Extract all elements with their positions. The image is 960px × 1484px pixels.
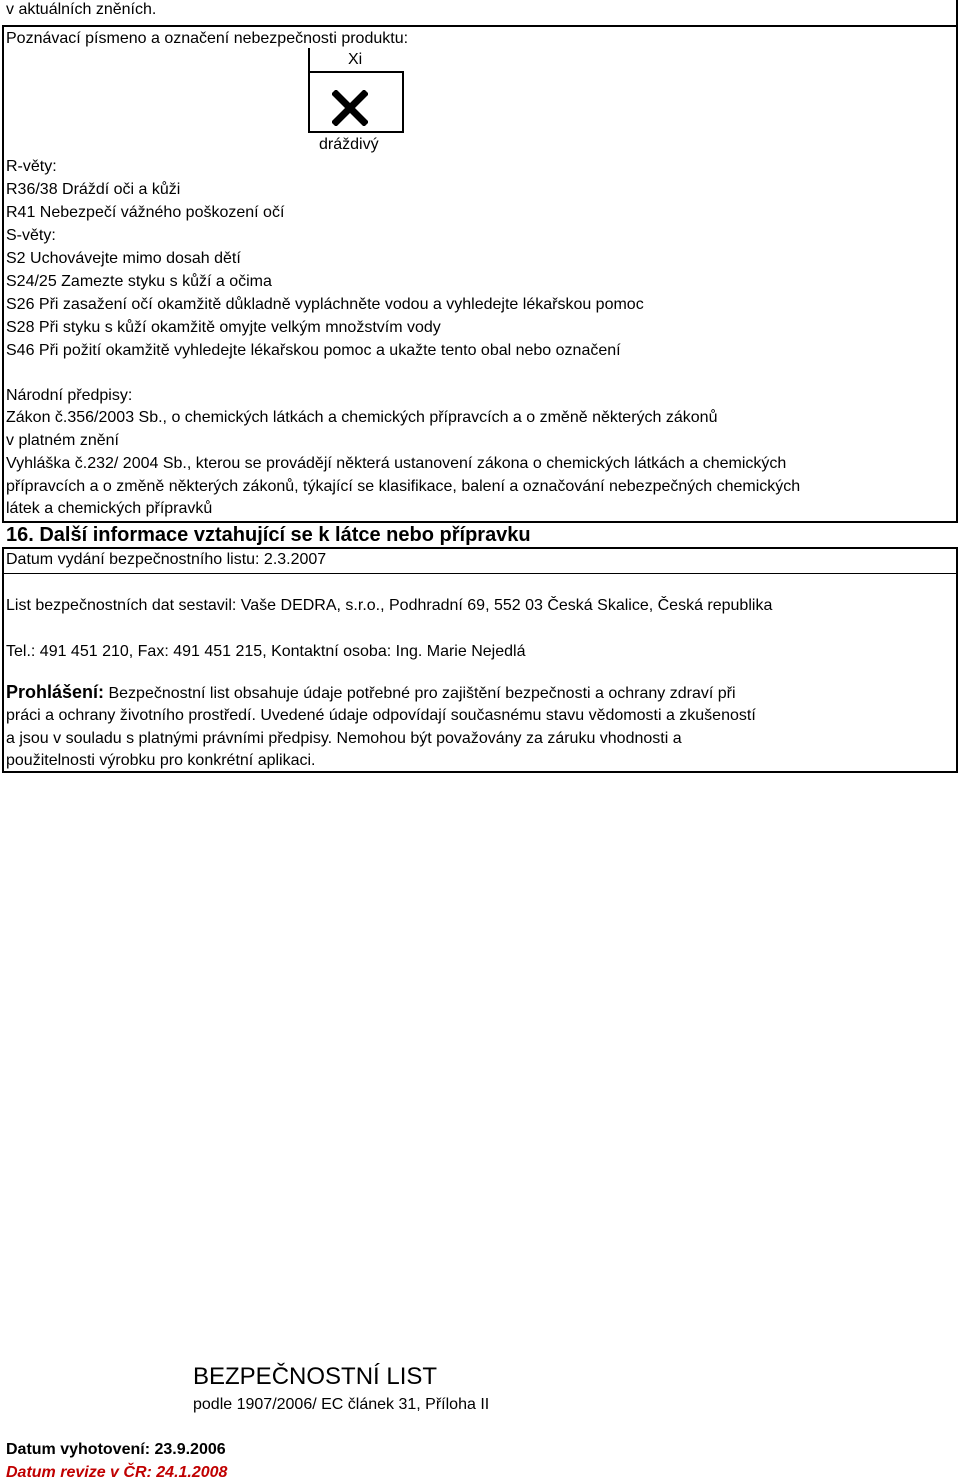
r-phrase-item: R36/38 Dráždí oči a kůži — [6, 181, 181, 198]
compiled-by: List bezpečnostních dat sestavil: Vaše DEDRA, s.r.o., Podhradní 69, 552 03 Česká Skalice, Česká republika — [6, 597, 773, 614]
national-heading: Národní předpisy: — [6, 387, 133, 404]
s-phrase-item: S26 Při zasažení očí okamžitě důkladně vypláchněte vodou a vyhledejte lékařskou pomoc — [6, 296, 644, 313]
declaration-text: a jsou v souladu s platnými právními předpisy. Nemohou být považovány za záruku vhodnosti a — [6, 730, 682, 747]
s-phrase-item: S46 Při požití okamžitě vyhledejte lékařskou pomoc a ukažte tento obal nebo označení — [6, 342, 621, 359]
declaration-text: použitelnosti výrobku pro konkrétní aplikaci. — [6, 752, 316, 769]
hazard-code: Xi — [348, 51, 363, 68]
decree-text: látek a chemických přípravků — [6, 500, 213, 517]
revision-date: Datum revize v ČR: 24.1.2008 — [6, 1464, 228, 1481]
creation-date: Datum vyhotovení: 23.9.2006 — [6, 1441, 226, 1458]
declaration-text: Bezpečnostní list obsahuje údaje potřebné pro zajištění bezpečnosti a ochrany zdraví při — [108, 685, 736, 702]
contact-info: Tel.: 491 451 210, Fax: 491 451 215, Kontaktní osoba: Ing. Marie Nejedlá — [6, 643, 526, 660]
section16-title: 16. Další informace vztahující se k látce nebo přípravku — [6, 524, 531, 546]
top-frame — [955, 0, 958, 26]
law-text: Zákon č.356/2003 Sb., o chemických látkách a chemických přípravcích a o změně některých zákonů — [6, 409, 718, 426]
continued-text: v aktuálních zněních. — [6, 1, 157, 18]
r-phrase-item: R41 Nebezpečí vážného poškození očí — [6, 204, 285, 221]
issue-date: Datum vydání bezpečnostního listu: 2.3.2007 — [6, 551, 327, 568]
hazard-label: dráždivý — [319, 136, 379, 153]
hazard-heading: Poznávací písmeno a označení nebezpečnosti produktu: — [6, 30, 409, 47]
s-phrases-heading: S-věty: — [6, 227, 56, 244]
s-phrase-item: S28 Při styku s kůží okamžitě omyjte velkým množstvím vody — [6, 319, 441, 336]
document-title: BEZPEČNOSTNÍ LIST — [193, 1363, 438, 1390]
regulation-reference: podle 1907/2006/ EC článek 31, Příloha II — [193, 1396, 490, 1413]
row-divider — [2, 573, 958, 574]
s-phrase-item: S24/25 Zamezte styku s kůží a očima — [6, 273, 272, 290]
declaration-text: práci a ochrany životního prostředí. Uvedené údaje odpovídají současnému stavu vědomosti a zkušeností — [6, 707, 756, 724]
x-cross-icon — [332, 90, 368, 126]
law-text: v platném znění — [6, 432, 119, 449]
declaration-label: Prohlášení: — [6, 682, 105, 702]
decree-text: Vyhláška č.232/ 2004 Sb., kterou se provádějí některá ustanovení zákona o chemických látkách a chemických — [6, 455, 787, 472]
s-phrase-item: S2 Uchovávejte mimo dosah dětí — [6, 250, 241, 267]
r-phrases-heading: R-věty: — [6, 158, 57, 175]
decree-text: přípravcích a o změně některých zákonů, týkající se klasifikace, balení a označování nebezpečných chemických — [6, 478, 801, 495]
declaration-line — [6, 682, 736, 704]
